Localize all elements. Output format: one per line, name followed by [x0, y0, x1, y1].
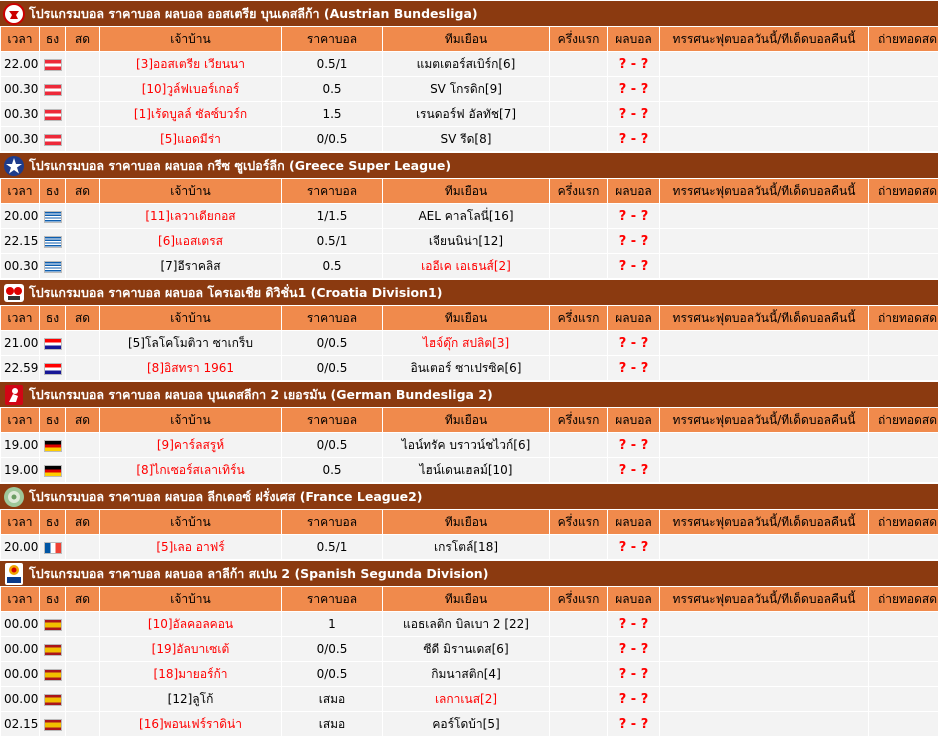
column-header-price: ราคาบอล — [282, 587, 382, 611]
home-team-link[interactable]: [8]อิสทรา 1961 — [100, 356, 281, 380]
cell-price: 0/0.5 — [282, 662, 382, 686]
cell-time: 00.00 — [1, 662, 39, 686]
away-team-link[interactable]: เรนดอร์ฟ อัลทัช[7] — [383, 102, 549, 126]
match-row — [1, 254, 938, 278]
match-row — [1, 102, 938, 126]
cell-price: 0.5/1 — [282, 229, 382, 253]
austria-flag-icon — [44, 134, 62, 146]
away-team-link[interactable]: เลกาเนส[2] — [383, 687, 549, 711]
cell-live — [66, 127, 99, 151]
cell-time: 00.30 — [1, 127, 39, 151]
column-header-home: เจ้าบ้าน — [100, 510, 281, 534]
cell-time: 02.15 — [1, 712, 39, 736]
column-header-price: ราคาบอล — [282, 408, 382, 432]
cell-flag — [40, 637, 65, 661]
column-header-preview: ทรรศนะฟุตบอลวันนี้/ทีเด็ดบอลคืนนี้ — [660, 510, 868, 534]
cell-time: 20.00 — [1, 535, 39, 559]
croatia-division1-logo-icon — [2, 281, 26, 305]
cell-live — [66, 662, 99, 686]
preview-cell[interactable] — [660, 637, 868, 661]
live-stream-cell[interactable] — [869, 102, 938, 126]
cell-flag — [40, 356, 65, 380]
cell-time: 00.30 — [1, 102, 39, 126]
live-stream-cell[interactable] — [869, 331, 938, 355]
away-team-link[interactable]: SV รีด[8] — [383, 127, 549, 151]
fixtures-table — [0, 509, 938, 560]
column-header-preview: ทรรศนะฟุตบอลวันนี้/ทีเด็ดบอลคืนนี้ — [660, 179, 868, 203]
match-result[interactable]: ? - ? — [608, 433, 659, 457]
cell-time: 00.00 — [1, 612, 39, 636]
match-row — [1, 458, 938, 482]
cell-halftime — [550, 331, 607, 355]
spain-flag-icon — [44, 644, 62, 656]
column-header-live-stream: ถ่ายทอดสด — [869, 408, 938, 432]
match-row — [1, 204, 938, 228]
cell-flag — [40, 77, 65, 101]
cell-halftime — [550, 102, 607, 126]
column-header-time: เวลา — [1, 587, 39, 611]
match-row — [1, 637, 938, 661]
cell-halftime — [550, 458, 607, 482]
fixtures-table — [0, 586, 938, 737]
cell-flag — [40, 535, 65, 559]
greece-super-league-logo-icon — [2, 154, 26, 178]
fixtures-table — [0, 178, 938, 279]
preview-cell[interactable] — [660, 229, 868, 253]
german-bundesliga2-logo-icon — [2, 383, 26, 407]
cell-flag — [40, 102, 65, 126]
preview-cell[interactable] — [660, 612, 868, 636]
cell-time: 20.00 — [1, 204, 39, 228]
germany-flag-icon — [44, 465, 62, 477]
cell-halftime — [550, 229, 607, 253]
away-team-link[interactable]: AEL คาลโลนี่[16] — [383, 204, 549, 228]
column-header-price: ราคาบอล — [282, 306, 382, 330]
column-header-home: เจ้าบ้าน — [100, 408, 281, 432]
cell-time: 22.15 — [1, 229, 39, 253]
preview-cell[interactable] — [660, 331, 868, 355]
home-team-link[interactable]: [18]มายอร์ก้า — [100, 662, 281, 686]
cell-flag — [40, 331, 65, 355]
germany-flag-icon — [44, 440, 62, 452]
column-header-preview: ทรรศนะฟุตบอลวันนี้/ทีเด็ดบอลคืนนี้ — [660, 27, 868, 51]
cell-live — [66, 331, 99, 355]
austria-flag-icon — [44, 59, 62, 71]
away-team-link[interactable]: แมตเตอร์สเบิร์ก[6] — [383, 52, 549, 76]
croatia-flag-icon — [44, 363, 62, 375]
greece-flag-icon — [44, 236, 62, 248]
live-stream-cell[interactable] — [869, 458, 938, 482]
column-header-away: ทีมเยือน — [383, 306, 549, 330]
league-title[interactable]: โปรแกรมบอล ราคาบอล ผลบอล บุนเดสลีกา 2 เยอรมัน (German Bundesliga 2) — [29, 386, 493, 402]
cell-flag — [40, 612, 65, 636]
cell-live — [66, 637, 99, 661]
match-result[interactable]: ? - ? — [608, 52, 659, 76]
league-header[interactable] — [0, 152, 938, 178]
match-result[interactable]: ? - ? — [608, 687, 659, 711]
cell-halftime — [550, 662, 607, 686]
column-header-result: ผลบอล — [608, 179, 659, 203]
column-header-away: ทีมเยือน — [383, 27, 549, 51]
cell-price: เสมอ — [282, 687, 382, 711]
home-team-link[interactable]: [5]เลอ อาฟร์ — [100, 535, 281, 559]
column-header-result: ผลบอล — [608, 408, 659, 432]
column-header-time: เวลา — [1, 306, 39, 330]
away-team-link[interactable]: เออีเค เอเธนส์[2] — [383, 254, 549, 278]
cell-price: 0.5/1 — [282, 52, 382, 76]
column-header-flag: ธง — [40, 587, 65, 611]
column-header-away: ทีมเยือน — [383, 408, 549, 432]
away-team-link[interactable]: อินเตอร์ ซาเปรซิค[6] — [383, 356, 549, 380]
match-result[interactable]: ? - ? — [608, 356, 659, 380]
column-header-away: ทีมเยือน — [383, 587, 549, 611]
column-header-live: สด — [66, 510, 99, 534]
league-title[interactable]: โปรแกรมบอล ราคาบอล ผลบอล ลีกเดอซ์ ฝรั่งเศส (France League2) — [29, 488, 423, 504]
match-row — [1, 127, 938, 151]
cell-price: 0.5 — [282, 254, 382, 278]
preview-cell[interactable] — [660, 204, 868, 228]
cell-live — [66, 687, 99, 711]
column-header-live: สด — [66, 27, 99, 51]
home-team-link[interactable]: [1]เร้ดบูลล์ ซัลซ์บวร์ก — [100, 102, 281, 126]
column-header-live: สด — [66, 179, 99, 203]
league-header[interactable] — [0, 0, 938, 26]
live-stream-cell[interactable] — [869, 254, 938, 278]
cell-halftime — [550, 127, 607, 151]
cell-time: 21.00 — [1, 331, 39, 355]
cell-price: 0.5 — [282, 77, 382, 101]
preview-cell[interactable] — [660, 662, 868, 686]
cell-price: 0/0.5 — [282, 127, 382, 151]
column-header-preview: ทรรศนะฟุตบอลวันนี้/ทีเด็ดบอลคืนนี้ — [660, 306, 868, 330]
live-stream-cell[interactable] — [869, 77, 938, 101]
match-row — [1, 77, 938, 101]
spain-flag-icon — [44, 694, 62, 706]
live-stream-cell[interactable] — [869, 433, 938, 457]
greece-flag-icon — [44, 261, 62, 273]
away-team-link[interactable]: ไฮจ์ดุ๊ก สปลิต[3] — [383, 331, 549, 355]
cell-flag — [40, 433, 65, 457]
croatia-flag-icon — [44, 338, 62, 350]
match-result[interactable]: ? - ? — [608, 637, 659, 661]
match-result[interactable]: ? - ? — [608, 712, 659, 736]
cell-price: 0/0.5 — [282, 356, 382, 380]
match-result[interactable]: ? - ? — [608, 331, 659, 355]
live-stream-cell[interactable] — [869, 356, 938, 380]
column-header-result: ผลบอล — [608, 587, 659, 611]
fixtures-table — [0, 407, 938, 483]
cell-live — [66, 458, 99, 482]
cell-halftime — [550, 687, 607, 711]
live-stream-cell[interactable] — [869, 687, 938, 711]
table-header-row — [1, 27, 938, 51]
france-flag-icon — [44, 542, 62, 554]
cell-price: 1/1.5 — [282, 204, 382, 228]
live-stream-cell[interactable] — [869, 52, 938, 76]
away-team-link[interactable]: ไฮน์เดนเฮลม์[10] — [383, 458, 549, 482]
match-row — [1, 712, 938, 736]
live-stream-cell[interactable] — [869, 662, 938, 686]
cell-price: 1.5 — [282, 102, 382, 126]
cell-live — [66, 712, 99, 736]
live-stream-cell[interactable] — [869, 127, 938, 151]
match-row — [1, 229, 938, 253]
cell-halftime — [550, 356, 607, 380]
column-header-result: ผลบอล — [608, 510, 659, 534]
preview-cell[interactable] — [660, 254, 868, 278]
home-team-link[interactable]: [5]แอดมีร่า — [100, 127, 281, 151]
column-header-live-stream: ถ่ายทอดสด — [869, 27, 938, 51]
cell-halftime — [550, 612, 607, 636]
preview-cell[interactable] — [660, 77, 868, 101]
cell-time: 19.00 — [1, 458, 39, 482]
match-result[interactable]: ? - ? — [608, 77, 659, 101]
cell-halftime — [550, 712, 607, 736]
away-team-link[interactable]: ซีดี มิรานเดส[6] — [383, 637, 549, 661]
column-header-flag: ธง — [40, 306, 65, 330]
column-header-result: ผลบอล — [608, 306, 659, 330]
home-team-link[interactable]: [11]เลวาเดียกอส — [100, 204, 281, 228]
match-row — [1, 535, 938, 559]
cell-flag — [40, 254, 65, 278]
column-header-live-stream: ถ่ายทอดสด — [869, 510, 938, 534]
away-team-link[interactable]: SV โกรดิก[9] — [383, 77, 549, 101]
cell-flag — [40, 687, 65, 711]
column-header-time: เวลา — [1, 179, 39, 203]
match-result[interactable]: ? - ? — [608, 254, 659, 278]
home-team-link[interactable]: [16]พอนเฟร์ราดิน่า — [100, 712, 281, 736]
live-stream-cell[interactable] — [869, 229, 938, 253]
cell-flag — [40, 52, 65, 76]
column-header-flag: ธง — [40, 408, 65, 432]
preview-cell[interactable] — [660, 535, 868, 559]
away-team-link[interactable]: เจียนนิน่า[12] — [383, 229, 549, 253]
fixtures-table — [0, 26, 938, 152]
cell-live — [66, 229, 99, 253]
cell-live — [66, 535, 99, 559]
column-header-live: สด — [66, 408, 99, 432]
table-header-row — [1, 306, 938, 330]
spain-flag-icon — [44, 669, 62, 681]
league-title[interactable]: โปรแกรมบอล ราคาบอล ผลบอล ลาลีก้า สเปน 2 (Spanish Segunda Division) — [29, 565, 489, 581]
match-row — [1, 52, 938, 76]
cell-price: 0/0.5 — [282, 433, 382, 457]
home-team-link[interactable]: [10]วูล์ฟเบอร์เกอร์ — [100, 77, 281, 101]
cell-time: 00.30 — [1, 254, 39, 278]
cell-flag — [40, 127, 65, 151]
column-header-halftime: ครึ่งแรก — [550, 306, 607, 330]
cell-live — [66, 102, 99, 126]
column-header-flag: ธง — [40, 27, 65, 51]
table-header-row — [1, 510, 938, 534]
preview-cell[interactable] — [660, 356, 868, 380]
cell-time: 00.00 — [1, 637, 39, 661]
column-header-result: ผลบอล — [608, 27, 659, 51]
cell-live — [66, 77, 99, 101]
cell-live — [66, 204, 99, 228]
column-header-time: เวลา — [1, 510, 39, 534]
live-stream-cell[interactable] — [869, 637, 938, 661]
column-header-preview: ทรรศนะฟุตบอลวันนี้/ทีเด็ดบอลคืนนี้ — [660, 408, 868, 432]
preview-cell[interactable] — [660, 52, 868, 76]
column-header-home: เจ้าบ้าน — [100, 587, 281, 611]
cell-price: 0.5/1 — [282, 535, 382, 559]
preview-cell[interactable] — [660, 127, 868, 151]
column-header-price: ราคาบอล — [282, 510, 382, 534]
league-header[interactable] — [0, 560, 938, 586]
home-team-link[interactable]: [9]คาร์ลสรูห์ — [100, 433, 281, 457]
column-header-home: เจ้าบ้าน — [100, 306, 281, 330]
match-result[interactable]: ? - ? — [608, 662, 659, 686]
column-header-away: ทีมเยือน — [383, 179, 549, 203]
column-header-home: เจ้าบ้าน — [100, 179, 281, 203]
austrian-bundesliga-logo-icon — [2, 2, 26, 26]
match-row — [1, 331, 938, 355]
match-row — [1, 612, 938, 636]
column-header-live-stream: ถ่ายทอดสด — [869, 179, 938, 203]
cell-time: 00.30 — [1, 77, 39, 101]
france-league2-logo-icon — [2, 485, 26, 509]
league-title[interactable]: โปรแกรมบอล ราคาบอล ผลบอล กรีซ ซูเปอร์ลีก (Greece Super League) — [29, 157, 452, 173]
column-header-live-stream: ถ่ายทอดสด — [869, 587, 938, 611]
cell-price: 0/0.5 — [282, 637, 382, 661]
cell-live — [66, 356, 99, 380]
league-title[interactable]: โปรแกรมบอล ราคาบอล ผลบอล ออสเตรีย บุนเดสลีก้า (Austrian Bundesliga) — [29, 5, 478, 21]
table-header-row — [1, 179, 938, 203]
column-header-halftime: ครึ่งแรก — [550, 408, 607, 432]
cell-time: 19.00 — [1, 433, 39, 457]
home-team-link[interactable]: [6]แอสเตรส — [100, 229, 281, 253]
column-header-halftime: ครึ่งแรก — [550, 179, 607, 203]
cell-halftime — [550, 433, 607, 457]
austria-flag-icon — [44, 84, 62, 96]
cell-time: 22.00 — [1, 52, 39, 76]
match-result[interactable]: ? - ? — [608, 458, 659, 482]
cell-flag — [40, 662, 65, 686]
cell-halftime — [550, 535, 607, 559]
home-team-link[interactable]: [19]อัลบาเซเต้ — [100, 637, 281, 661]
live-stream-cell[interactable] — [869, 204, 938, 228]
cell-price: 1 — [282, 612, 382, 636]
cell-halftime — [550, 254, 607, 278]
cell-flag — [40, 229, 65, 253]
cell-flag — [40, 712, 65, 736]
column-header-flag: ธง — [40, 510, 65, 534]
home-team-link[interactable]: [10]อัลคอลคอน — [100, 612, 281, 636]
column-header-live-stream: ถ่ายทอดสด — [869, 306, 938, 330]
live-stream-cell[interactable] — [869, 712, 938, 736]
column-header-live: สด — [66, 306, 99, 330]
home-team-link[interactable]: [8]ไกเซอร์สเลาเทิร์น — [100, 458, 281, 482]
cell-live — [66, 254, 99, 278]
match-row — [1, 687, 938, 711]
cell-halftime — [550, 204, 607, 228]
match-result[interactable]: ? - ? — [608, 102, 659, 126]
league-header[interactable] — [0, 483, 938, 509]
live-stream-cell[interactable] — [869, 612, 938, 636]
column-header-halftime: ครึ่งแรก — [550, 510, 607, 534]
column-header-away: ทีมเยือน — [383, 510, 549, 534]
preview-cell[interactable] — [660, 102, 868, 126]
column-header-halftime: ครึ่งแรก — [550, 27, 607, 51]
column-header-price: ราคาบอล — [282, 27, 382, 51]
spanish-segunda-logo-icon — [2, 562, 26, 586]
table-header-row — [1, 587, 938, 611]
cell-live — [66, 52, 99, 76]
column-header-time: เวลา — [1, 27, 39, 51]
preview-cell[interactable] — [660, 687, 868, 711]
cell-halftime — [550, 52, 607, 76]
column-header-time: เวลา — [1, 408, 39, 432]
cell-live — [66, 612, 99, 636]
cell-flag — [40, 458, 65, 482]
cell-flag — [40, 204, 65, 228]
live-stream-cell[interactable] — [869, 535, 938, 559]
cell-price: 0/0.5 — [282, 331, 382, 355]
column-header-flag: ธง — [40, 179, 65, 203]
cell-halftime — [550, 77, 607, 101]
fixtures-table — [0, 305, 938, 381]
match-row — [1, 662, 938, 686]
preview-cell[interactable] — [660, 458, 868, 482]
league-header[interactable] — [0, 381, 938, 407]
away-team-link[interactable]: กิมนาสติก[4] — [383, 662, 549, 686]
column-header-live: สด — [66, 587, 99, 611]
match-result[interactable]: ? - ? — [608, 229, 659, 253]
column-header-preview: ทรรศนะฟุตบอลวันนี้/ทีเด็ดบอลคืนนี้ — [660, 587, 868, 611]
spain-flag-icon — [44, 619, 62, 631]
table-header-row — [1, 408, 938, 432]
match-result[interactable]: ? - ? — [608, 612, 659, 636]
match-row — [1, 356, 938, 380]
cell-price: 0.5 — [282, 458, 382, 482]
column-header-home: เจ้าบ้าน — [100, 27, 281, 51]
league-title[interactable]: โปรแกรมบอล ราคาบอล ผลบอล โครเอเชีย ดิวิชั่น1 (Croatia Division1) — [29, 284, 443, 300]
cell-time: 22.59 — [1, 356, 39, 380]
home-team-link[interactable]: [5]โลโคโมติวา ซาเกร็บ — [100, 331, 281, 355]
greece-flag-icon — [44, 211, 62, 223]
match-row — [1, 433, 938, 457]
cell-live — [66, 433, 99, 457]
home-team-link[interactable]: [7]อีราคลิส — [100, 254, 281, 278]
austria-flag-icon — [44, 109, 62, 121]
match-result[interactable]: ? - ? — [608, 535, 659, 559]
spain-flag-icon — [44, 719, 62, 731]
column-header-price: ราคาบอล — [282, 179, 382, 203]
cell-halftime — [550, 637, 607, 661]
match-result[interactable]: ? - ? — [608, 127, 659, 151]
cell-price: เสมอ — [282, 712, 382, 736]
column-header-halftime: ครึ่งแรก — [550, 587, 607, 611]
league-header[interactable] — [0, 279, 938, 305]
cell-time: 00.00 — [1, 687, 39, 711]
preview-cell[interactable] — [660, 433, 868, 457]
away-team-link[interactable]: แอธเลติก บิลเบา 2 [22] — [383, 612, 549, 636]
away-team-link[interactable]: เกรโตล์[18] — [383, 535, 549, 559]
preview-cell[interactable] — [660, 712, 868, 736]
away-team-link[interactable]: ไอน์ทรัค บราวน์ชไวก์[6] — [383, 433, 549, 457]
home-team-link[interactable]: [3]ออสเตรีย เวียนนา — [100, 52, 281, 76]
away-team-link[interactable]: คอร์โดบ้า[5] — [383, 712, 549, 736]
match-result[interactable]: ? - ? — [608, 204, 659, 228]
home-team-link[interactable]: [12]ลูโก้ — [100, 687, 281, 711]
